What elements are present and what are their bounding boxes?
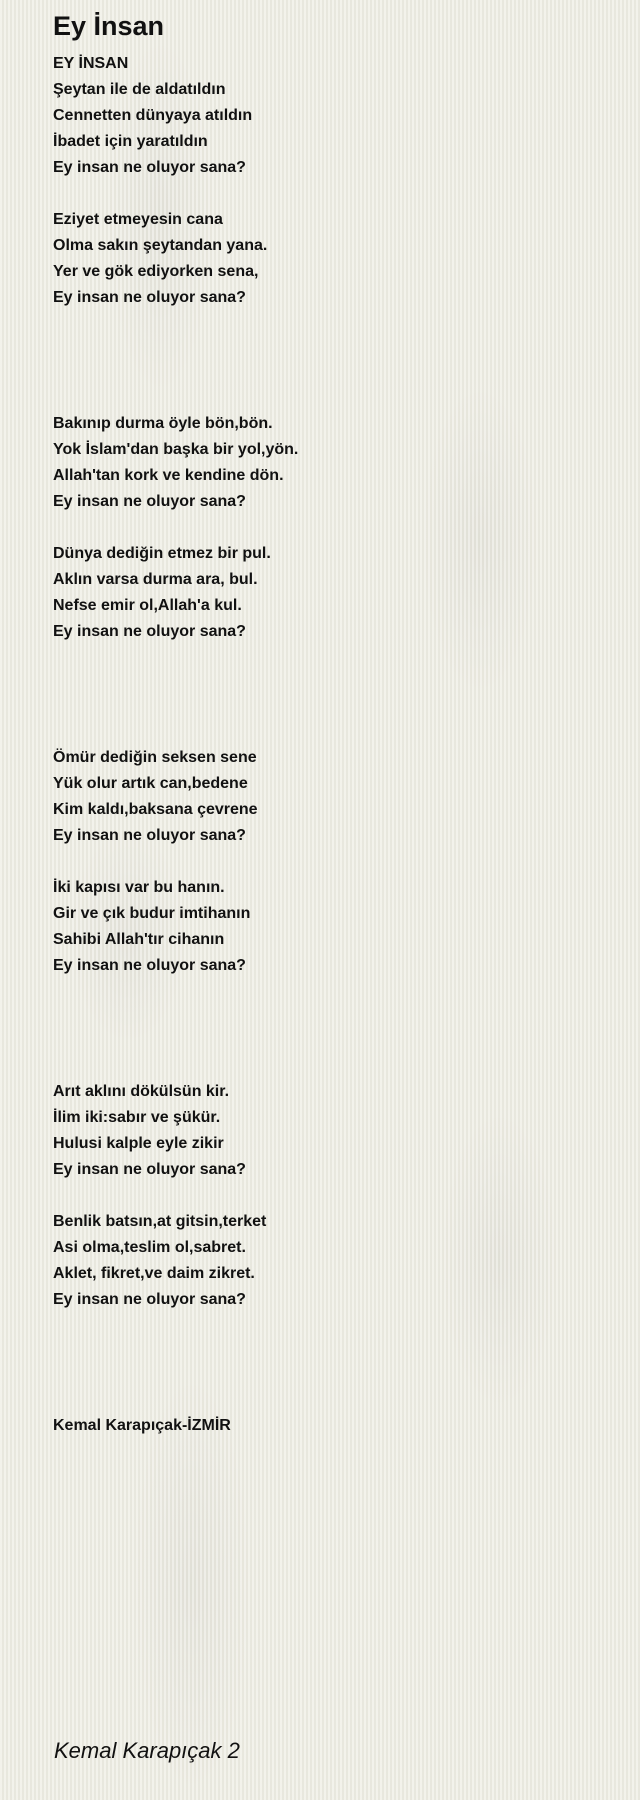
poem-line: Ey insan ne oluyor sana? bbox=[53, 159, 246, 176]
poem-line: Ey insan ne oluyor sana? bbox=[53, 493, 246, 510]
section-spacer bbox=[53, 645, 613, 745]
stanza-spacer bbox=[53, 181, 613, 207]
poem-heading: EY İNSAN bbox=[53, 55, 129, 72]
poem-line: Ey insan ne oluyor sana? bbox=[53, 827, 246, 844]
poem-line: Asi olma,teslim ol,sabret. bbox=[53, 1239, 246, 1256]
poem-stanza bbox=[53, 411, 613, 515]
poem-stanza bbox=[53, 745, 613, 849]
poem-line: Cennetten dünyaya atıldın bbox=[53, 107, 253, 124]
page-title: Ey İnsan bbox=[53, 11, 165, 41]
poem-stanza bbox=[53, 77, 613, 181]
poem-line: Ey insan ne oluyor sana? bbox=[53, 289, 246, 306]
poem-stanza bbox=[53, 1209, 613, 1313]
section-spacer bbox=[53, 311, 613, 411]
poem-line: Yok İslam'dan başka bir yol,yön. bbox=[53, 441, 299, 458]
poem-signature: Kemal Karapıçak-İZMİR bbox=[53, 1417, 231, 1434]
poem-section bbox=[53, 411, 613, 645]
stanza-spacer bbox=[53, 515, 613, 541]
stanza-spacer bbox=[53, 849, 613, 875]
poem-line: Gir ve çık budur imtihanın bbox=[53, 905, 251, 922]
stanza-spacer bbox=[53, 1183, 613, 1209]
poem-line: Sahibi Allah'tır cihanın bbox=[53, 931, 225, 948]
poem-line: Arıt aklını dökülsün kir. bbox=[53, 1083, 230, 1100]
poem-line: Allah'tan kork ve kendine dön. bbox=[53, 467, 284, 484]
poem-line: Ey insan ne oluyor sana? bbox=[53, 957, 246, 974]
poem-line: Ey insan ne oluyor sana? bbox=[53, 1161, 246, 1178]
poem-line: Şeytan ile de aldatıldın bbox=[53, 81, 226, 98]
poem-stanza bbox=[53, 207, 613, 311]
poem-line: İbadet için yaratıldın bbox=[53, 133, 208, 150]
poem-line: İlim iki:sabır ve şükür. bbox=[53, 1109, 221, 1126]
poem-line: Yük olur artık can,bedene bbox=[53, 775, 248, 792]
footer-author-name[interactable]: Kemal Karapıçak 2 bbox=[54, 1738, 240, 1763]
poem-section bbox=[53, 745, 613, 979]
poem-stanza bbox=[53, 541, 613, 645]
poem-line: Benlik batsın,at gitsin,terket bbox=[53, 1213, 267, 1230]
poem-line: Eziyet etmeyesin cana bbox=[53, 211, 223, 228]
poem-body bbox=[53, 51, 613, 1439]
poem-line: Nefse emir ol,Allah'a kul. bbox=[53, 597, 242, 614]
poem-line: Ömür dediğin seksen sene bbox=[53, 749, 257, 766]
poem-section bbox=[53, 1079, 613, 1313]
poem-line: Bakınıp durma öyle bön,bön. bbox=[53, 415, 273, 432]
poem-line: Aklet, fikret,ve daim zikret. bbox=[53, 1265, 255, 1282]
poem-line: İki kapısı var bu hanın. bbox=[53, 879, 225, 896]
poem-stanza bbox=[53, 1079, 613, 1183]
poem-line: Ey insan ne oluyor sana? bbox=[53, 623, 246, 640]
poem-line: Hulusi kalple eyle zikir bbox=[53, 1135, 224, 1152]
section-spacer bbox=[53, 979, 613, 1079]
poem-stanza bbox=[53, 875, 613, 979]
poem-section bbox=[53, 77, 613, 311]
section-spacer bbox=[53, 1313, 613, 1413]
poem-line: Aklın varsa durma ara, bul. bbox=[53, 571, 258, 588]
poem-line: Kim kaldı,baksana çevrene bbox=[53, 801, 258, 818]
poem-line: Dünya dediğin etmez bir pul. bbox=[53, 545, 271, 562]
poem-line: Yer ve gök ediyorken sena, bbox=[53, 263, 259, 280]
poem-line: Ey insan ne oluyor sana? bbox=[53, 1291, 246, 1308]
poem-line: Olma sakın şeytandan yana. bbox=[53, 237, 268, 254]
